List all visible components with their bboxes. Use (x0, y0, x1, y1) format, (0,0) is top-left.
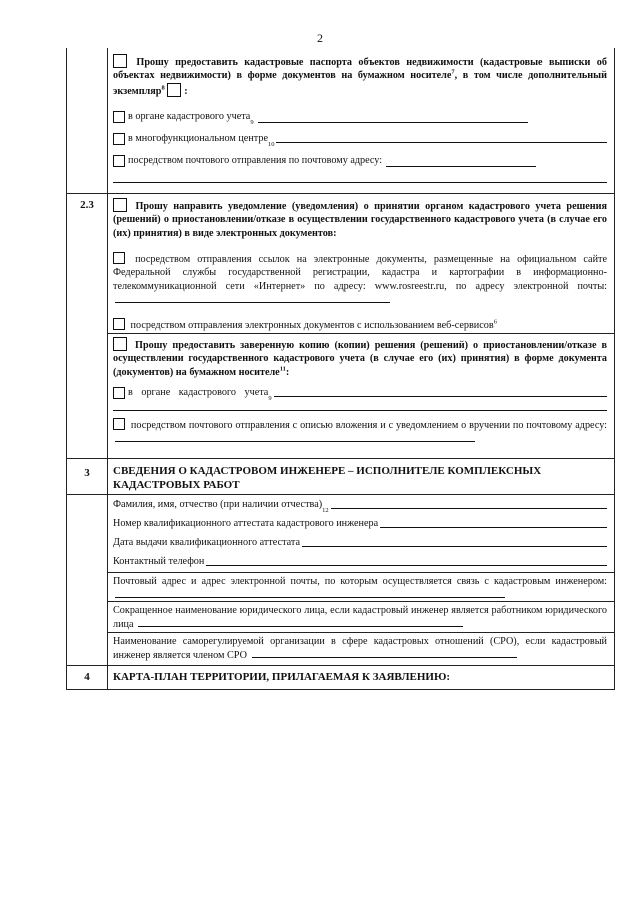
webservice-option: посредством отправления электронных документов с использованием веб-сервисов$^6$ (113, 318, 607, 332)
paper-mfc-field[interactable] (276, 133, 607, 143)
copy-post-field[interactable] (115, 432, 475, 442)
cert-date-field[interactable] (302, 537, 607, 547)
webservice-checkbox[interactable] (113, 318, 125, 330)
paper-request-text: Прошу предоставить кадастровые паспорта объектов недвижимости (кадастровые выписки об объектах недвижимости) в форме документов на бумажном носителе (113, 57, 607, 82)
links-email-field[interactable] (115, 293, 390, 303)
footnote-mark: 7 (451, 69, 455, 77)
copy-request-block: Прошу предоставить заверенную копию (копии) решения (решений) о приостановлении/отказе в осуществлении государственного кадастрового учета (в случае его (их) принятия) в форме документа (документов) на бумажном носителе$^{11}$: (113, 337, 607, 379)
row-divider (107, 572, 614, 573)
section-3-title: СВЕДЕНИЯ О КАДАСТРОВОМ ИНЖЕНЕРЕ – ИСПОЛНИТЕЛЕ КОМПЛЕКСНЫХ КАДАСТРОВЫХ РАБОТ (113, 465, 542, 492)
row-divider (107, 601, 614, 602)
section-number-4: 4 (84, 671, 90, 683)
paper-request-block: Прошу предоставить кадастровые паспорта объектов недвижимости (кадастровые выписки об объектах недвижимости) в форме документов на бумажном носителе$^7$, в том числе дополнительный экземпляр$^8$ : (113, 54, 607, 98)
paper-mfc-option: в многофункциональном центре 10 (113, 132, 607, 145)
copy-office-field-line2[interactable] (113, 398, 607, 411)
subsection-divider (107, 333, 614, 334)
paper-request-text-cont: , в том числе дополнительный экземпляр (113, 70, 607, 97)
engineer-sro: Наименование саморегулируемой организации в сфере кадастровых отношений (СРО), если кадастровый инженер является членом СРО (113, 636, 607, 662)
section-divider (67, 494, 614, 495)
number-column-divider (107, 48, 108, 689)
extra-copy-checkbox[interactable] (167, 83, 181, 97)
copy-office-field[interactable] (274, 387, 607, 397)
footnote-mark: 8 (161, 84, 165, 92)
paper-office-checkbox[interactable] (113, 111, 125, 123)
paper-office-field[interactable] (258, 113, 528, 123)
section-divider (67, 665, 614, 666)
copy-office-option: в органе кадастрового учета 9 (113, 386, 607, 399)
paper-post-option: посредством почтового отправления по почтовому адресу: (113, 154, 607, 167)
paper-request-checkbox[interactable] (113, 54, 127, 68)
section-number-2-3: 2.3 (80, 199, 94, 211)
notification-request-checkbox[interactable] (113, 198, 127, 212)
engineer-legal-entity: Сокращенное наименование юридического лица, если кадастровый инженер является работником юридического лица (113, 605, 607, 631)
paper-post-field-line2[interactable] (113, 170, 607, 183)
section-4-title: КАРТА-ПЛАН ТЕРРИТОРИИ, ПРИЛАГАЕМАЯ К ЗАЯВЛЕНИЮ: (113, 671, 451, 683)
page-number: 2 (317, 31, 323, 45)
paper-post-checkbox[interactable] (113, 155, 125, 167)
address-field[interactable] (115, 588, 505, 598)
notification-request-block: Прошу направить уведомление (уведомления) о принятии органом кадастрового учета решения (решений) о приостановлении/отказе в осуществлении государственного кадастрового учета (в случае его (их) принятия) в виде электронных документов: (113, 198, 607, 240)
copy-post-checkbox[interactable] (113, 418, 125, 430)
phone-field[interactable] (206, 556, 607, 566)
application-form (66, 48, 615, 690)
engineer-fio: Фамилия, имя, отчество (при наличии отчества) 12 (113, 498, 607, 511)
row-divider (107, 632, 614, 633)
section-divider (67, 193, 614, 194)
engineer-fio-field[interactable] (331, 499, 607, 509)
sro-field[interactable] (252, 648, 517, 658)
paper-office-option: в органе кадастрового учета 9 (113, 110, 607, 123)
engineer-address: Почтовый адрес и адрес электронной почты, по которым осуществляется связь с кадастровым инженером: (113, 575, 607, 603)
paper-post-field[interactable] (386, 157, 536, 167)
copy-post-option: посредством почтового отправления с описью вложения и с уведомлением о вручении по почтовому адресу: (113, 418, 607, 447)
engineer-cert-number: Номер квалификационного аттестата кадастрового инженера (113, 517, 607, 530)
cert-number-field[interactable] (380, 518, 607, 528)
links-checkbox[interactable] (113, 252, 125, 264)
paper-mfc-checkbox[interactable] (113, 133, 125, 145)
copy-request-checkbox[interactable] (113, 337, 127, 351)
links-option: посредством отправления ссылок на электронные документы, размещенные на официальном сайте Федеральной службы государственной регистрации, кадастра и картографии в информационно-телекоммуникационной сети «Интернет» по адресу: www.rosreestr.ru, по адресу электронной почты: (113, 252, 607, 308)
legal-entity-field[interactable] (138, 617, 463, 627)
section-divider (67, 458, 614, 459)
engineer-cert-date: Дата выдачи квалификационного аттестата (113, 536, 607, 549)
section-number-3: 3 (84, 467, 90, 479)
engineer-phone: Контактный телефон (113, 555, 607, 568)
